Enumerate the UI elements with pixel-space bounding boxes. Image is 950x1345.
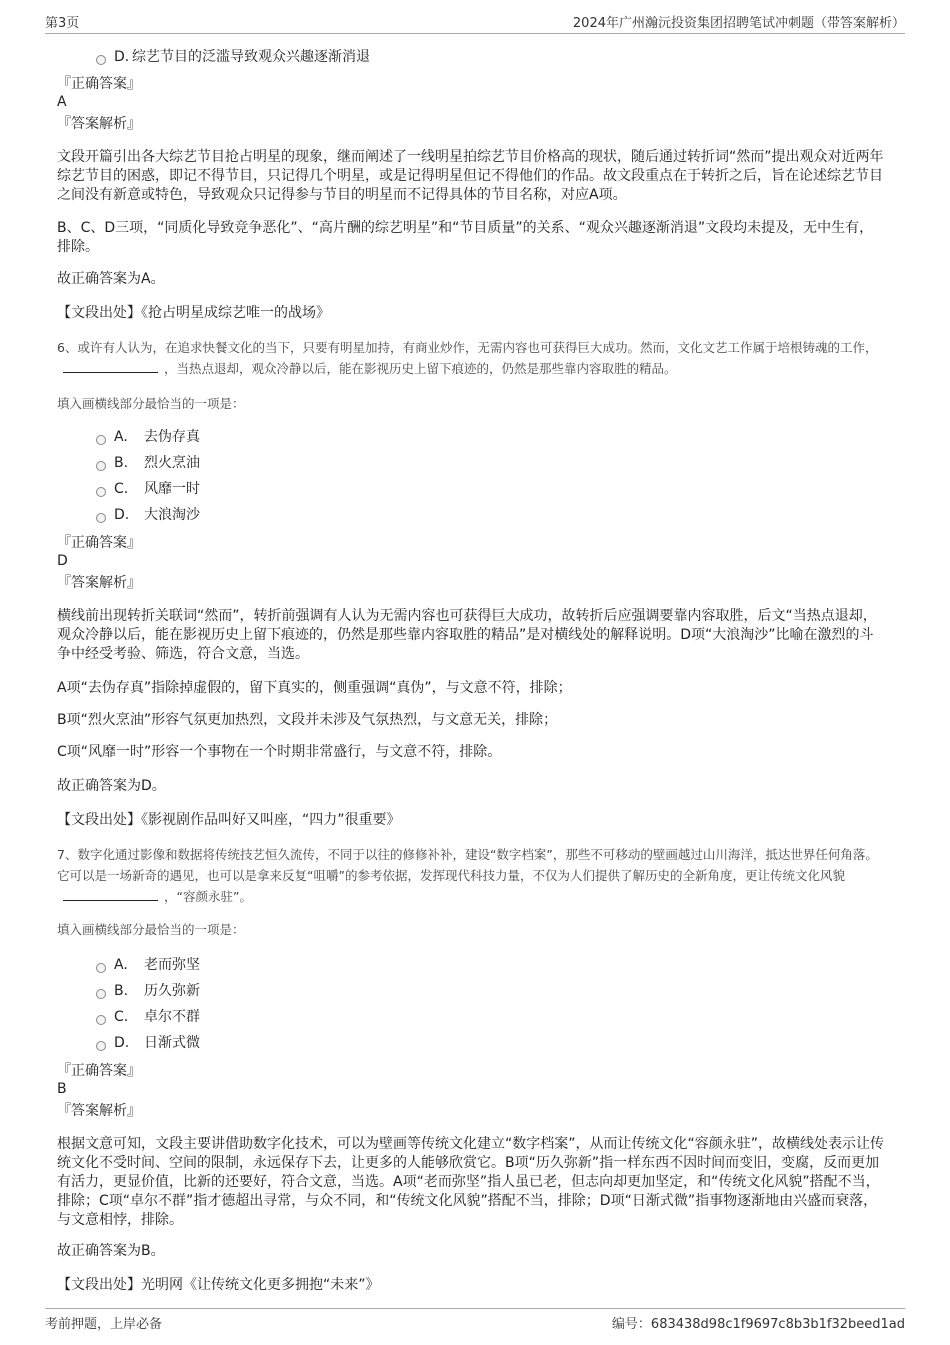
analysis-label: 『答案解析』 <box>57 1103 141 1119</box>
q6-option-b[interactable]: B. 烈火烹油 <box>96 454 200 472</box>
analysis-paragraph: 横线前出现转折关联词“然而”，转折前强调有人认为无需内容也可获得巨大成功，故转折后应强调要靠内容取胜，后文“当热点退却，观众冷静以后，能在影视历史上留下痕迹的，仍然是那些靠内容取胜的精品”是对横线处的解释说明。D项“大浪淘沙”比喻在激烈的斗争中经受考验、筛选，符合文意，当选。 <box>57 608 877 662</box>
analysis-label: 『答案解析』 <box>57 575 141 591</box>
q5-option-d[interactable] <box>96 48 370 66</box>
analysis-conclusion: 故正确答案为B。 <box>57 1243 165 1259</box>
footer-divider <box>45 1308 905 1309</box>
footer-slogan: 考前押题，上岸必备 <box>45 1317 163 1332</box>
radio-icon[interactable] <box>96 487 106 497</box>
answer-blank <box>63 888 158 901</box>
q6-option-c[interactable]: C. 风靡一时 <box>96 480 200 498</box>
q6-option-d[interactable]: D. 大浪淘沙 <box>96 506 200 524</box>
analysis-paragraph: B项“烈火烹油”形容气氛更加热烈，文段并未涉及气氛热烈，与文意无关，排除； <box>57 712 558 728</box>
analysis-paragraph: B、C、D三项，“同质化导致竞争恶化”、“高片酬的综艺明星”和“节目质量”的关系、“观众兴趣逐渐消退”文段均未提及，无中生有，排除。 <box>57 220 874 255</box>
radio-icon[interactable] <box>96 513 106 523</box>
q7-option-d[interactable]: D. 日渐式微 <box>96 1034 200 1052</box>
source-citation: 【文段出处】《影视剧作品叫好又叫座，“四力”很重要》 <box>57 812 401 828</box>
analysis-conclusion: 故正确答案为A。 <box>57 271 165 287</box>
analysis-paragraph: 文段开篇引出各大综艺节目抢占明星的现象，继而阐述了一线明星拍综艺节目价格高的现状，随后通过转折词“然而”提出观众对近两年综艺节目的困惑，即记不得节目，只记得几个明星，或是记得明星但记不得他们的作品。故文段重点在于转折之后，旨在论述综艺节目之间没有新意或特色，导致观众只记得参与节目的明星而不记得具体的节目名称，对应A项。 <box>57 149 884 203</box>
analysis-paragraph: C项“风靡一时”形容一个事物在一个时期非常盛行，与文意不符，排除。 <box>57 744 502 760</box>
question-6-stem: 6、或许有人认为，在追求快餐文化的当下，只要有明星加持，有商业炒作，无需内容也可获得巨大成功。然而，文化文艺工作属于培根铸魂的工作，，当热点退却，观众冷静以后，能在影视历史上留下痕迹的，仍然是那些靠内容取胜的精品。 <box>57 340 878 376</box>
correct-answer: B <box>57 1081 67 1097</box>
correct-answer: D <box>57 553 68 569</box>
correct-answer-label: 『正确答案』 <box>57 1063 141 1079</box>
fill-prompt: 填入画横线部分最恰当的一项是： <box>57 396 245 411</box>
fill-prompt: 填入画横线部分最恰当的一项是： <box>57 922 245 937</box>
q7-option-b[interactable]: B. 历久弥新 <box>96 982 200 1000</box>
source-citation: 【文段出处】光明网《让传统文化更多拥抱“未来”》 <box>57 1277 380 1293</box>
radio-icon[interactable] <box>96 1041 106 1051</box>
correct-answer-label: 『正确答案』 <box>57 76 141 92</box>
source-citation: 【文段出处】《抢占明星成综艺唯一的战场》 <box>57 305 330 321</box>
q7-option-c[interactable]: C. 卓尔不群 <box>96 1008 200 1026</box>
radio-icon[interactable] <box>96 989 106 999</box>
option-letter: D. <box>114 49 130 65</box>
q7-option-a[interactable]: A. 老而弥坚 <box>96 956 200 974</box>
page-number: 第3页 <box>45 16 80 31</box>
analysis-label: 『答案解析』 <box>57 116 141 132</box>
question-7-stem: 7、数字化通过影像和数据将传统技艺恒久流传，不同于以往的修修补补，建设“数字档案”，那些不可移动的壁画越过山川海洋，抵达世界任何角落。它可以是一场新奇的遇见，也可以是拿来反复“咀嚼”的参考依据，发挥现代科技力量，不仅为人们提供了解历史的全新角度，更让传统文化风貌，“容颜永驻”。 <box>57 847 878 904</box>
q6-option-a[interactable]: A. 去伪存真 <box>96 428 200 446</box>
radio-icon[interactable] <box>96 435 106 445</box>
header-divider <box>45 33 905 34</box>
radio-icon[interactable] <box>96 461 106 471</box>
analysis-conclusion: 故正确答案为D。 <box>57 778 166 794</box>
radio-icon[interactable] <box>96 55 106 65</box>
correct-answer-label: 『正确答案』 <box>57 535 141 551</box>
radio-icon[interactable] <box>96 1015 106 1025</box>
analysis-paragraph: 根据文意可知，文段主要讲借助数字化技术，可以为壁画等传统文化建立“数字档案”，从而让传统文化“容颜永驻”，故横线处表示让传统文化不受时间、空间的限制，永远保存下去，让更多的人能够欣赏它。B项“历久弥新”指一样东西不因时间而变旧，变腐，反而更加有活力，更显价值，比新的还要好，符合文意，当选。A项“老而弥坚”指人虽已老，但志向却更加坚定，和“传统文化风貌”搭配不当，排除；C项“卓尔不群”指才德超出寻常，与众不同，和“传统文化风貌”搭配不当，排除；D项“日渐式微”指事物逐渐地由兴盛而衰落，与文意相悖，排除。 <box>57 1136 885 1228</box>
option-text: 综艺节目的泛滥导致观众兴趣逐渐消退 <box>132 49 370 65</box>
analysis-paragraph: A项“去伪存真”指除掉虚假的，留下真实的，侧重强调“真伪”，与文意不符，排除； <box>57 680 572 696</box>
document-title: 2024年广州瀚沅投资集团招聘笔试冲刺题（带答案解析） <box>572 16 905 31</box>
answer-blank <box>63 360 158 373</box>
radio-icon[interactable] <box>96 963 106 973</box>
correct-answer: A <box>57 94 67 110</box>
document-id: 编号：683438d98c1f9697c8b3b1f32beed1ad <box>611 1317 905 1332</box>
